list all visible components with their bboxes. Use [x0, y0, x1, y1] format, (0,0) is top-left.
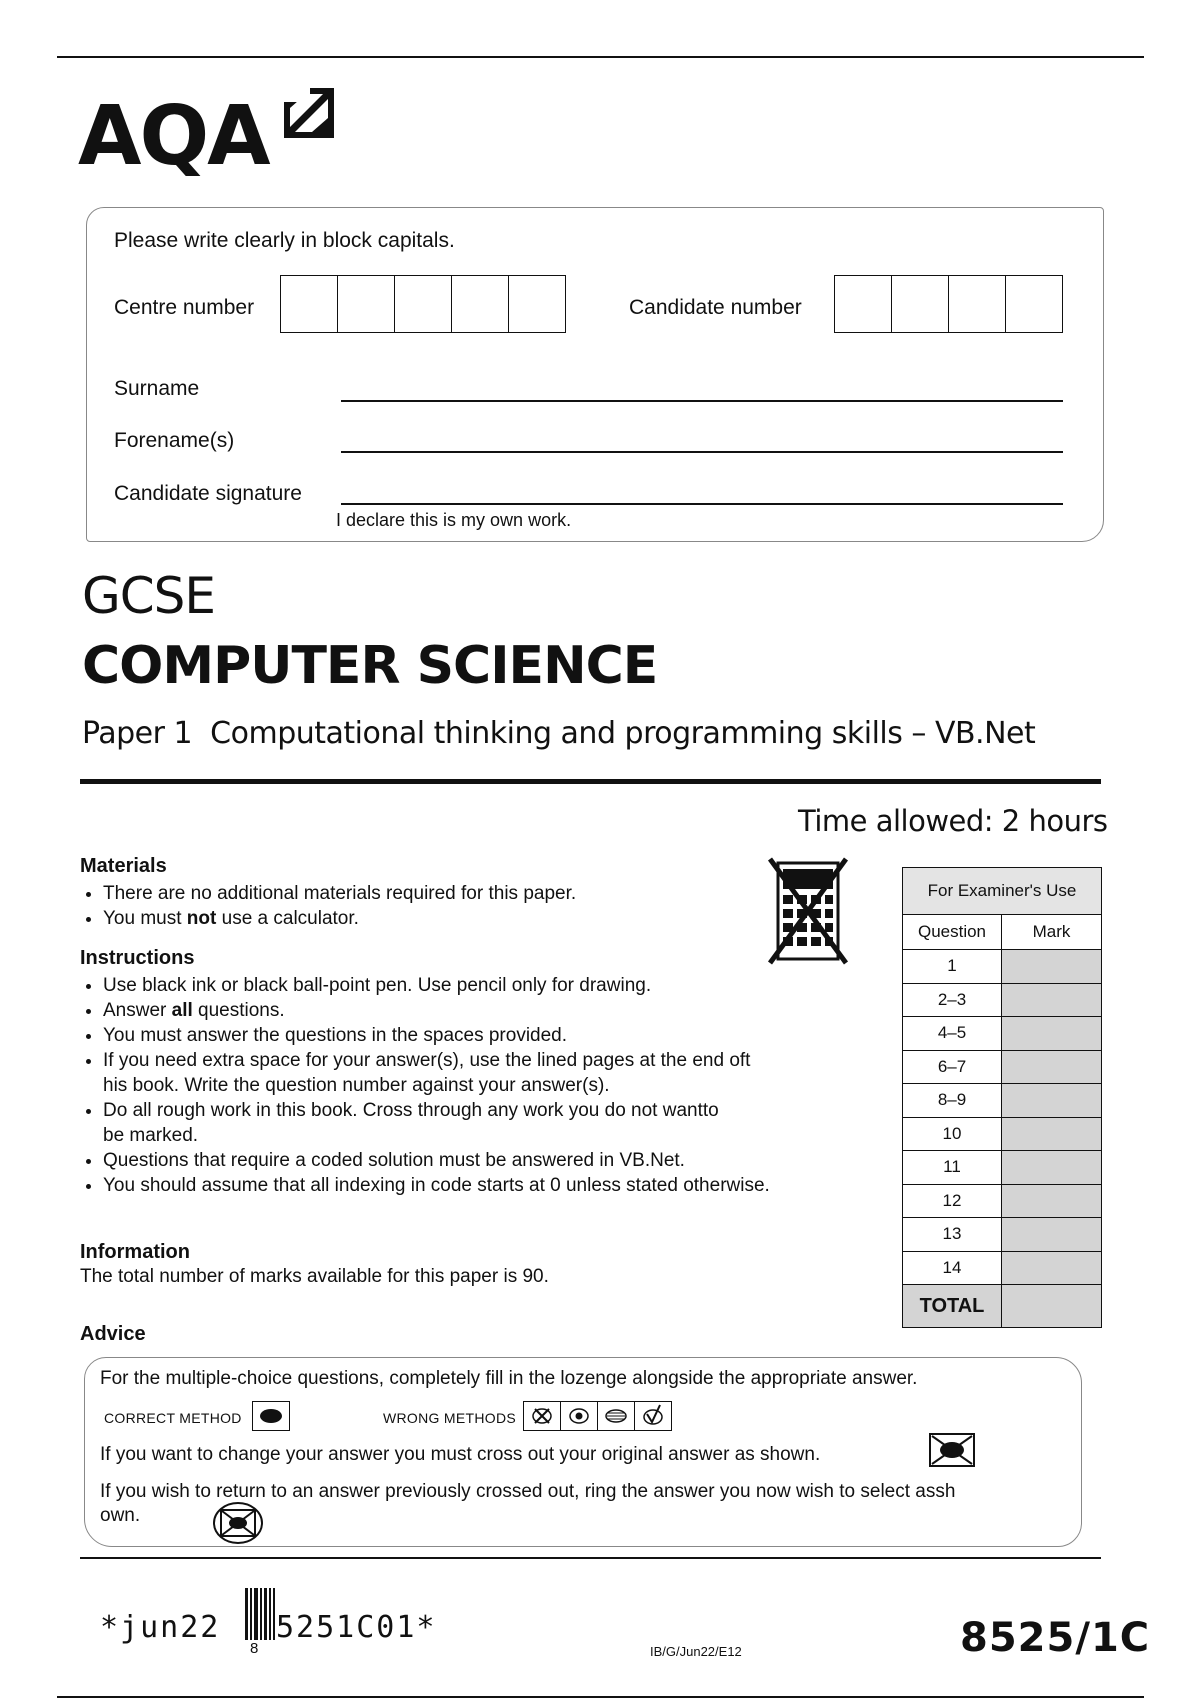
wrong-methods-label: WRONG METHODS [383, 1410, 517, 1426]
materials-heading: Materials [80, 855, 167, 877]
document-reference: IB/G/Jun22/E12 [650, 1644, 742, 1659]
bottom-rule [57, 1696, 1144, 1698]
ticked-lozenge-icon [635, 1402, 671, 1430]
mark-cell [1002, 1117, 1102, 1151]
logo-text: AQA [78, 89, 269, 184]
advice-line-2: If you want to change your answer you must cross out your original answer as shown. [100, 1444, 821, 1465]
dotted-lozenge-icon [561, 1402, 597, 1430]
qualification-level: GCSE [82, 567, 215, 625]
centre-number-box[interactable] [395, 276, 452, 332]
ringed-answer-icon [212, 1501, 264, 1545]
scribbled-lozenge-icon [598, 1402, 634, 1430]
examiner-use-table [902, 867, 1102, 1328]
list-item: • You should assume that all indexing in code starts at 0 unless stated otherwise. [103, 1173, 860, 1198]
mark-cell [1002, 1184, 1102, 1218]
list-item: • You must answer the questions in the spaces provided. [103, 1023, 860, 1048]
candidate-number-box[interactable] [835, 276, 892, 332]
question-cell: 1 [903, 950, 1002, 984]
no-calculator-icon [767, 857, 849, 967]
mark-column-header: Mark [1002, 915, 1102, 950]
question-cell: 4–5 [903, 1017, 1002, 1051]
barcode-icon [245, 1588, 275, 1640]
correct-method-lozenge [252, 1401, 290, 1431]
barcode-digit: 8 [250, 1640, 259, 1657]
crossed-out-answer-icon [928, 1432, 976, 1468]
centre-number-boxes[interactable] [280, 275, 566, 333]
centre-number-label: Centre number [114, 296, 255, 319]
question-cell: 14 [903, 1251, 1002, 1285]
mark-cell [1002, 1251, 1102, 1285]
barcode-left-text: *jun22 [100, 1610, 221, 1645]
mark-cell [1002, 950, 1102, 984]
total-mark-cell [1002, 1285, 1102, 1328]
instructions-heading: Instructions [80, 947, 195, 969]
question-cell: 10 [903, 1117, 1002, 1151]
centre-number-box[interactable] [338, 276, 395, 332]
paper-title [82, 716, 1035, 751]
wrong-method-tick [635, 1401, 672, 1431]
wrong-methods-lozenges [523, 1401, 672, 1431]
list-item: • If you need extra space for your answer(s), use the lined pages at the end oft his book. Write the question number against your answer(s). [103, 1048, 860, 1098]
signature-field[interactable] [341, 503, 1063, 505]
question-cell: 8–9 [903, 1084, 1002, 1118]
mark-cell [1002, 1084, 1102, 1118]
title-rule [80, 779, 1101, 784]
question-cell: 6–7 [903, 1050, 1002, 1084]
signature-label: Candidate signature [114, 482, 302, 505]
declaration-text: I declare this is my own work. [336, 510, 572, 530]
mark-cell [1002, 1017, 1102, 1051]
question-cell: 11 [903, 1151, 1002, 1185]
filled-lozenge-icon [253, 1402, 289, 1430]
list-item: • There are no additional materials required for this paper. [103, 881, 760, 906]
candidate-number-boxes[interactable] [834, 275, 1063, 333]
information-heading: Information [80, 1241, 190, 1263]
advice-line-1: For the multiple-choice questions, completely fill in the lozenge alongside the appropriate answer. [100, 1368, 918, 1389]
centre-number-box[interactable] [452, 276, 509, 332]
paper-name: Computational thinking and programming skills – VB.Net [210, 716, 1036, 751]
surname-label: Surname [114, 377, 200, 400]
wrong-method-cross [523, 1401, 561, 1431]
subject-title: COMPUTER SCIENCE [82, 636, 658, 696]
centre-number-box[interactable] [281, 276, 338, 332]
crossed-lozenge-icon [524, 1402, 560, 1430]
wrong-method-scribble [598, 1401, 635, 1431]
forename-field[interactable] [341, 451, 1063, 453]
candidate-number-box[interactable] [892, 276, 949, 332]
mark-cell [1002, 1151, 1102, 1185]
aqa-logo [78, 89, 269, 184]
candidate-number-box[interactable] [949, 276, 1006, 332]
block-capitals-instruction: Please write clearly in block capitals. [114, 229, 455, 252]
aqa-logo-mark-icon [284, 88, 334, 138]
correct-method-label: CORRECT METHOD [104, 1410, 242, 1426]
advice-heading: Advice [80, 1323, 146, 1345]
candidate-number-box[interactable] [1006, 276, 1062, 332]
centre-number-box[interactable] [509, 276, 565, 332]
mark-cell [1002, 983, 1102, 1017]
instructions-list [80, 973, 860, 1198]
top-rule [57, 56, 1144, 58]
list-item: • You must not use a calculator. [103, 906, 760, 931]
list-item: • Answer all questions. [103, 998, 860, 1023]
advice-line-3: If you wish to return to an answer previously crossed out, ring the answer you now wish to select assh own. [100, 1481, 956, 1526]
surname-field[interactable] [341, 400, 1063, 402]
barcode-right-text: 5251C01* [276, 1610, 437, 1645]
question-cell: 13 [903, 1218, 1002, 1252]
materials-list [80, 881, 760, 931]
wrong-method-dot [561, 1401, 598, 1431]
question-cell: 2–3 [903, 983, 1002, 1017]
question-cell: 12 [903, 1184, 1002, 1218]
list-item: • Use black ink or black ball-point pen. Use pencil only for drawing. [103, 973, 860, 998]
mark-cell [1002, 1218, 1102, 1252]
list-item: • Do all rough work in this book. Cross through any work you do not wantto be marked. [103, 1098, 860, 1148]
question-column-header: Question [903, 915, 1002, 950]
mark-cell [1002, 1050, 1102, 1084]
paper-code: 8525/1C [960, 1615, 1151, 1661]
list-item: • Questions that require a coded solution must be answered in VB.Net. [103, 1148, 860, 1173]
footer-rule [80, 1557, 1101, 1559]
paper-number: Paper 1 [82, 716, 193, 751]
forename-label: Forename(s) [114, 429, 235, 452]
information-text: The total number of marks available for this paper is 90. [80, 1266, 549, 1287]
examiner-table-title: For Examiner's Use [903, 868, 1102, 915]
time-allowed: Time allowed: 2 hours [798, 804, 1108, 838]
candidate-number-label: Candidate number [629, 296, 802, 319]
total-label: TOTAL [903, 1285, 1002, 1328]
